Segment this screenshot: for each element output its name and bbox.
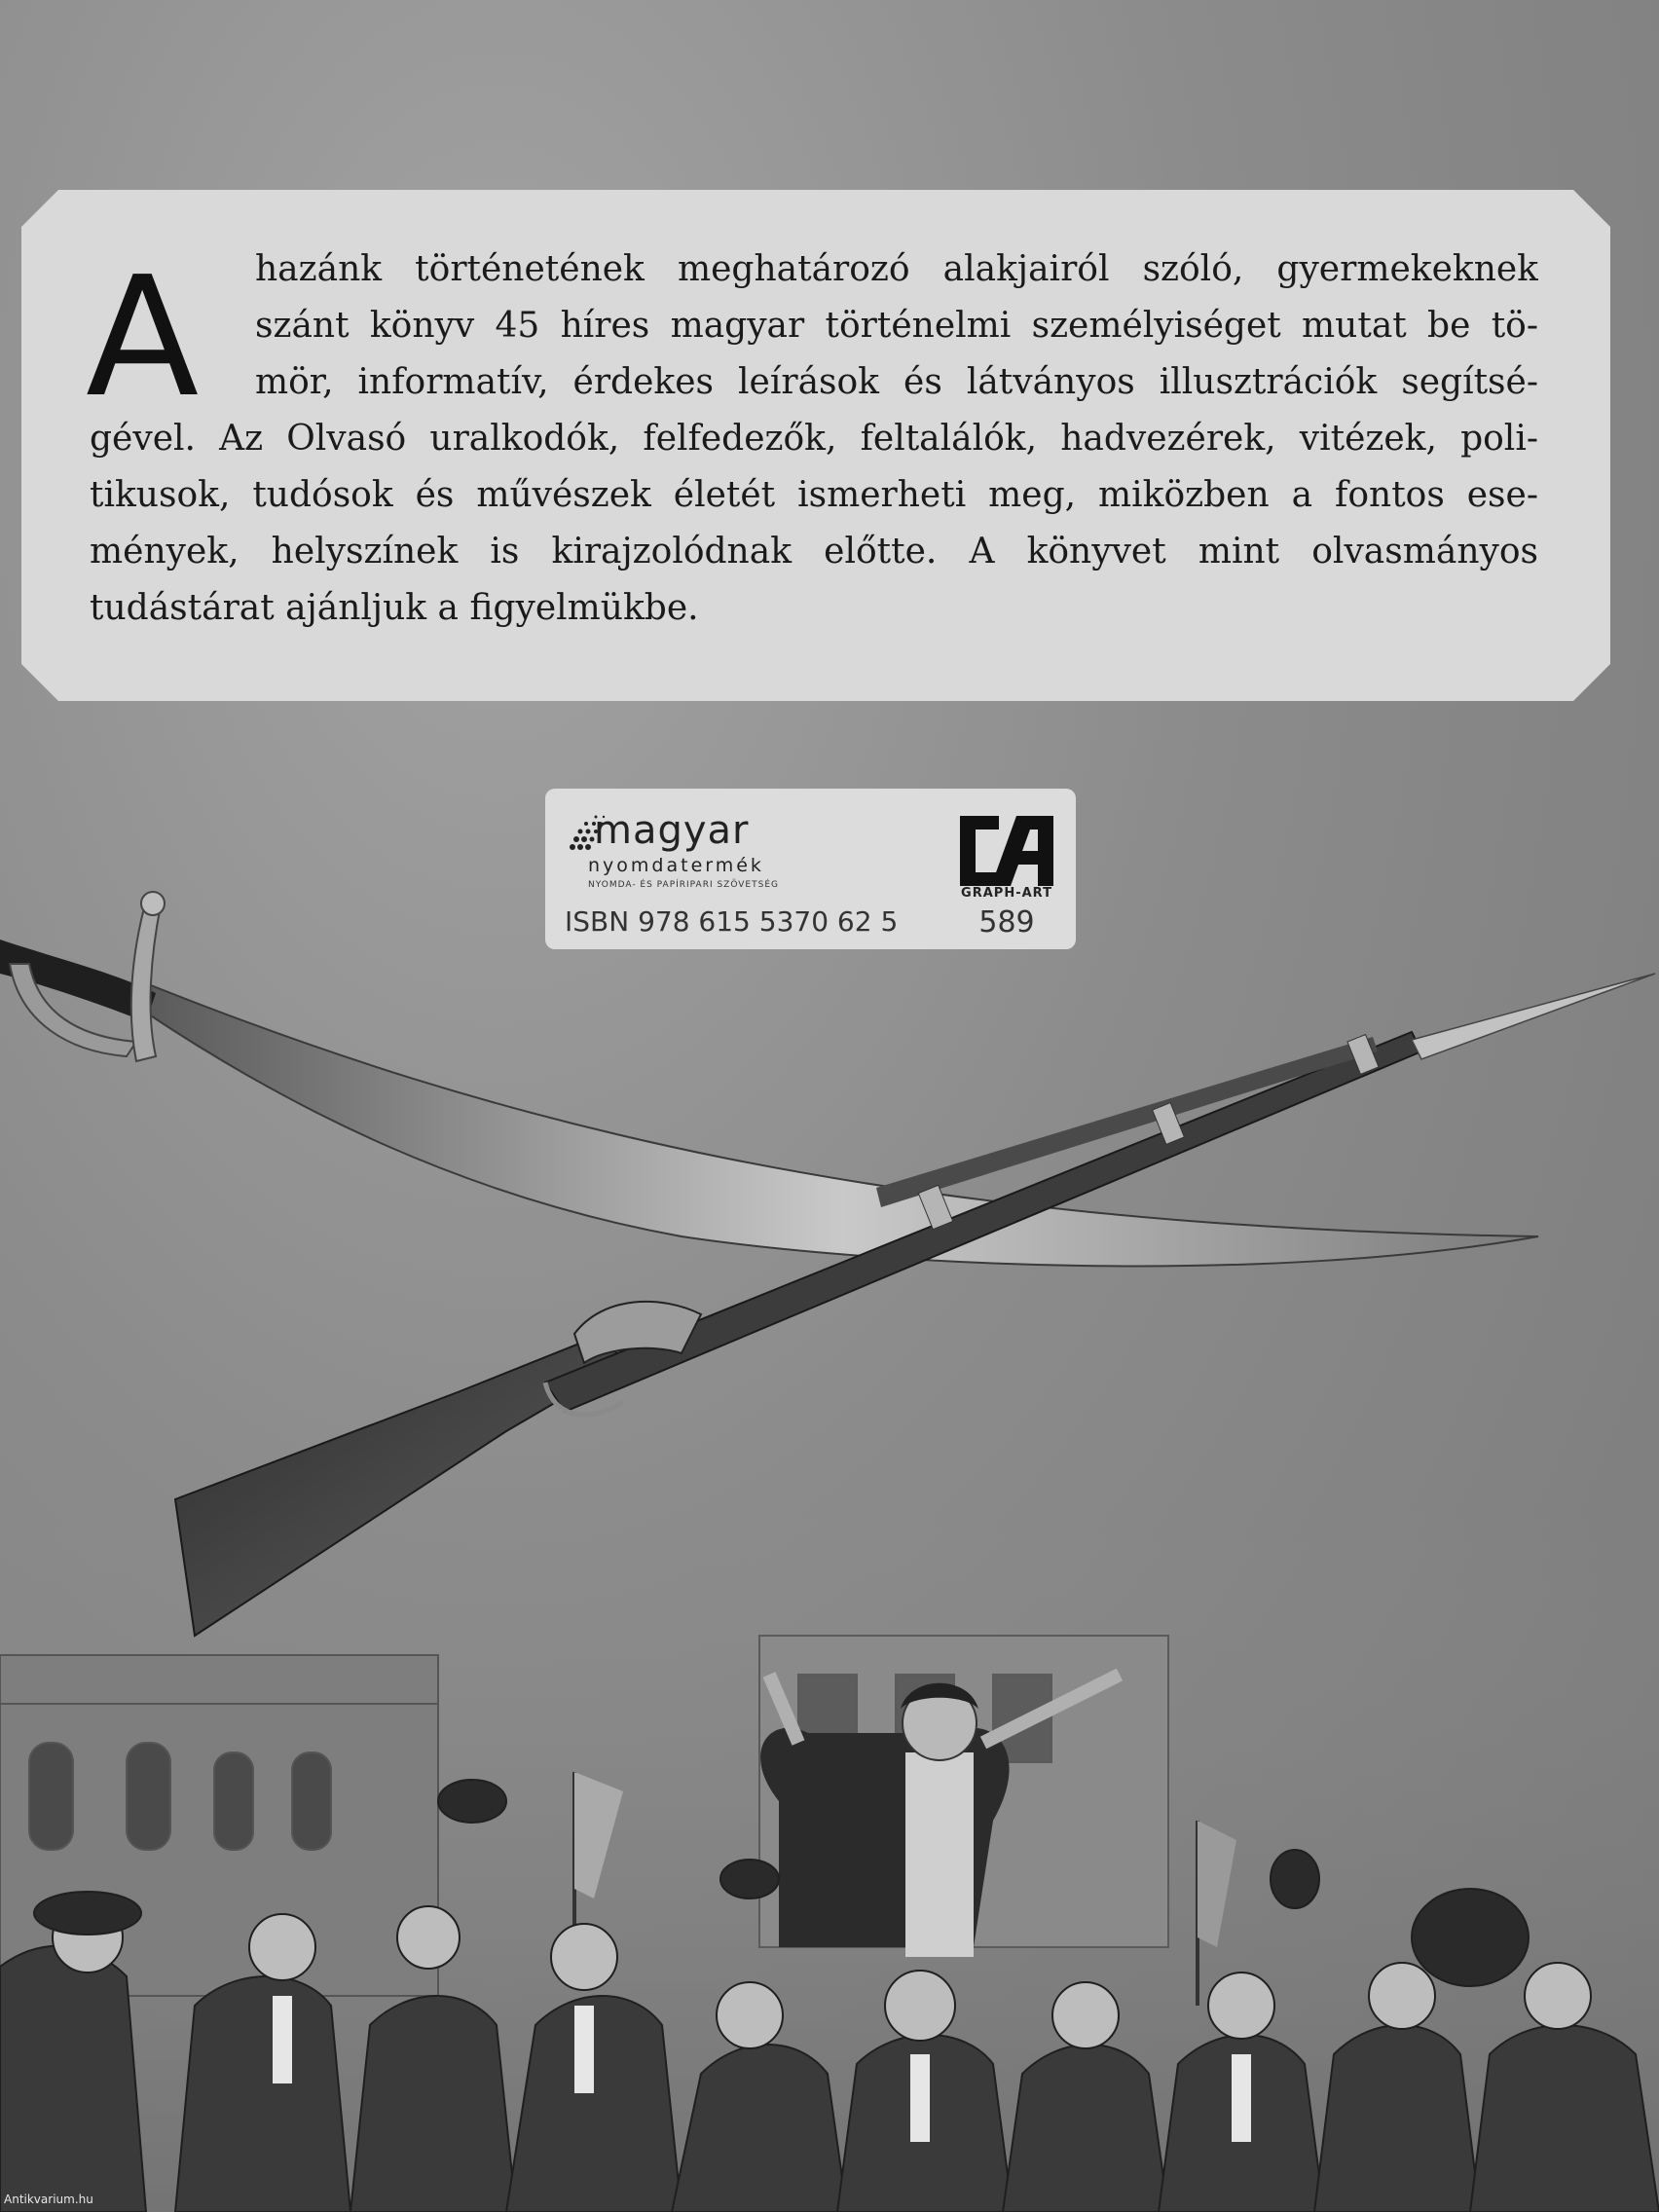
blurb-line-2: szánt könyv 45 híres magyar történelmi személyiséget mutat be tö- — [255, 306, 1538, 346]
publisher-association: NYOMDA- ÉS PAPÍRIPARI SZÖVETSÉG — [588, 880, 779, 890]
graph-art-label: GRAPH-ART — [961, 886, 1052, 901]
graph-art-logo-icon — [952, 802, 1061, 900]
blurb-line-1: hazánk történetének meghatározó alakjairól szóló, gyermekeknek — [255, 249, 1538, 289]
blurb-line-5: tikusok, tudósok és művészek életét ismerheti meg, miközben a fontos ese- — [90, 475, 1538, 515]
blurb-line-4: gével. Az Olvasó uralkodók, felfedezők, feltalálók, hadvezérek, vitézek, poli- — [90, 419, 1538, 459]
publisher-subtitle: nyomdatermék — [588, 855, 764, 876]
graph-art-number: 589 — [978, 905, 1035, 940]
publisher-name: magyar — [594, 808, 750, 853]
isbn-number: ISBN 978 615 5370 62 5 — [565, 905, 899, 938]
watermark: Antikvarium.hu — [4, 2193, 93, 2206]
drop-cap: A — [86, 241, 200, 434]
blurb-line-6: mények, helyszínek is kirajzolódnak előtte. A könyvet mint olvasmányos — [90, 532, 1538, 571]
publisher-logo — [567, 804, 810, 902]
blurb-line-7: tudástárat ajánljuk a figyelmükbe. — [90, 588, 699, 628]
blurb-line-3: mör, informatív, érdekes leírások és látványos illusztrációk segítsé- — [255, 362, 1538, 402]
publisher-info-box — [545, 789, 1076, 949]
